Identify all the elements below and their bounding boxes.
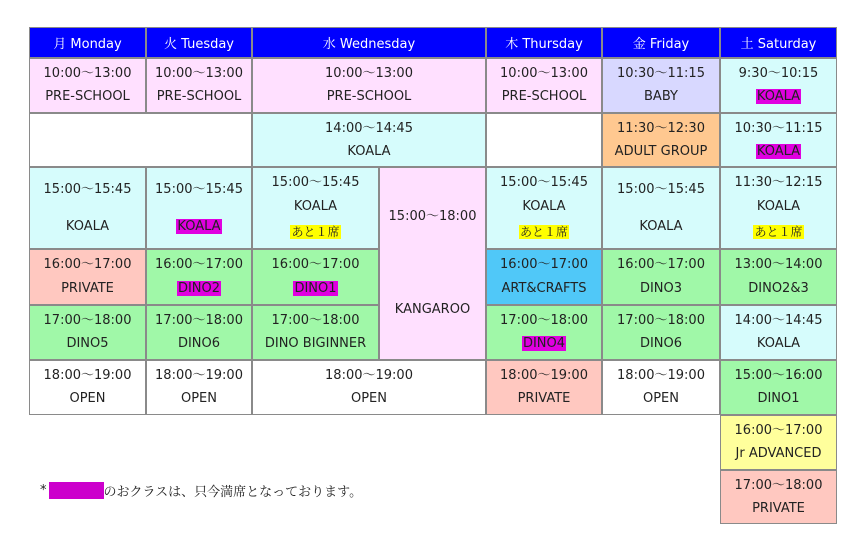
class-time: 15:00〜15:45 — [155, 181, 243, 197]
class-name-line — [736, 446, 822, 462]
class-cell-wed-1400 — [252, 113, 486, 167]
note-asterisk: * — [40, 483, 47, 498]
day-header-1: 火 Tuesday — [146, 27, 252, 58]
class-name-line — [157, 89, 242, 105]
class-time: 15:00〜15:45 — [617, 181, 705, 197]
class-cell-sat-1600 — [720, 415, 837, 470]
class-name: PRIVATE — [752, 500, 805, 516]
class-name-line — [294, 199, 337, 215]
class-name-line — [265, 336, 366, 352]
class-name-line — [61, 281, 114, 297]
class-name: KOALA — [65, 218, 110, 234]
class-name: OPEN — [350, 391, 387, 407]
class-name-full — [293, 281, 337, 297]
class-cell-sat-1400 — [720, 305, 837, 360]
class-name: PRIVATE — [61, 281, 114, 296]
class-time: 15:00〜15:45 — [500, 175, 588, 191]
class-cell-sat-1130 — [720, 167, 837, 249]
class-time: 17:00〜18:00 — [271, 312, 360, 328]
class-name-line — [640, 281, 682, 297]
class-name: DINO6 — [639, 336, 683, 352]
class-time: 16:00〜17:00 — [43, 257, 132, 272]
class-name: DINO2 — [177, 281, 221, 296]
class-name-line — [66, 336, 108, 352]
class-cell-wed-1800 — [252, 360, 486, 415]
class-name: OPEN — [642, 391, 679, 407]
class-name-line — [757, 336, 800, 352]
class-cell-thu-blank — [486, 113, 602, 167]
class-cell-sat-1030 — [720, 113, 837, 167]
class-cell-thu-1700 — [486, 305, 602, 360]
class-time: 13:00〜14:00 — [734, 257, 823, 272]
class-name-full — [756, 144, 801, 160]
class-time: 17:00〜18:00 — [617, 312, 705, 328]
class-name-line — [640, 336, 682, 352]
class-name: KOALA — [293, 199, 338, 215]
class-cell-fri-1600 — [602, 249, 720, 305]
class-cell-mon-1600 — [29, 249, 146, 305]
class-cell-thu-1800 — [486, 360, 602, 415]
class-time: 15:00〜15:45 — [271, 175, 360, 191]
class-time: 15:00〜18:00 — [388, 209, 477, 225]
class-name-line — [643, 391, 679, 407]
class-name-line — [522, 199, 565, 215]
class-name-line — [395, 302, 470, 318]
seat-left-badge: あと１席 — [754, 224, 803, 239]
class-name: KOALA — [756, 89, 801, 105]
class-time: 10:30〜11:15 — [617, 65, 705, 81]
class-time: 18:00〜19:00 — [617, 367, 705, 383]
note-text: のおクラスは、只今満席となっております。 — [103, 485, 363, 500]
class-name: DINO1 — [757, 391, 800, 407]
class-name: OPEN — [180, 391, 217, 407]
class-time: 18:00〜19:00 — [155, 367, 243, 383]
class-name-line — [66, 219, 109, 235]
class-name-line — [757, 199, 800, 215]
class-cell-fri-1800 — [602, 360, 720, 415]
class-time: 18:00〜19:00 — [43, 367, 132, 383]
class-name: PRE-SCHOOL — [326, 89, 412, 105]
class-cell-wed-1500 — [252, 167, 379, 249]
class-cell-wed-1700 — [252, 305, 379, 360]
class-name: DINO BIGINNER — [264, 336, 367, 352]
seat-left-badge: あと１席 — [519, 224, 568, 239]
full-class-color-swatch — [49, 482, 104, 499]
class-cell-sat-1500 — [720, 360, 837, 415]
class-time: 18:00〜19:00 — [325, 367, 413, 383]
class-name-full — [756, 89, 801, 105]
class-time: 14:00〜14:45 — [734, 312, 823, 328]
class-time: 17:00〜18:00 — [500, 312, 588, 328]
day-header-0: 月 Monday — [29, 27, 146, 58]
class-name-full — [176, 219, 221, 235]
seat-left-line — [519, 224, 569, 241]
class-time: 11:30〜12:15 — [734, 175, 823, 191]
class-name: Jr ADVANCED — [735, 446, 822, 462]
class-time: 16:00〜17:00 — [734, 422, 823, 438]
class-name: DINO6 — [177, 336, 221, 352]
class-time: 11:30〜12:30 — [617, 120, 705, 136]
class-cell-wed-kangaroo — [379, 167, 486, 360]
class-cell-thu-1000 — [486, 58, 602, 113]
class-name: DINO4 — [522, 336, 566, 352]
class-name-line — [748, 281, 808, 297]
class-name: PRE-SCHOOL — [45, 89, 130, 105]
class-name: KOALA — [522, 199, 566, 215]
class-cell-tue-1700 — [146, 305, 252, 360]
full-class-note — [40, 481, 362, 500]
class-name-line — [752, 501, 805, 517]
class-name: PRIVATE — [517, 391, 571, 407]
class-name-line — [347, 144, 390, 160]
class-time: 15:00〜15:45 — [43, 181, 132, 197]
class-time: 17:00〜18:00 — [155, 312, 243, 328]
class-time: 16:00〜17:00 — [271, 257, 360, 272]
class-name: KOALA — [177, 218, 221, 234]
seat-left-line — [753, 224, 803, 241]
class-time: 14:00〜14:45 — [325, 120, 413, 136]
class-name: KOALA — [756, 199, 801, 215]
day-header-4: 金 Friday — [602, 27, 720, 58]
class-name: KANGAROO — [394, 301, 471, 317]
class-name-line — [502, 89, 587, 105]
class-cell-montue-blank — [29, 113, 252, 167]
class-name: KOALA — [756, 336, 801, 352]
class-name: DINO5 — [66, 336, 109, 352]
class-cell-mon-1500 — [29, 167, 146, 249]
class-name: BABY — [644, 89, 678, 105]
class-name-line — [644, 89, 678, 105]
schedule-table — [29, 27, 837, 524]
class-name-line — [351, 391, 387, 407]
class-cell-thu-1600 — [486, 249, 602, 305]
day-header-3: 木 Thursday — [486, 27, 602, 58]
class-time: 9:30〜10:15 — [738, 65, 819, 81]
class-cell-sat-0930 — [720, 58, 837, 113]
seat-left-badge: あと１席 — [291, 224, 340, 239]
class-time: 10:00〜13:00 — [500, 65, 588, 81]
day-header-5: 土 Saturday — [720, 27, 837, 58]
class-cell-tue-1800 — [146, 360, 252, 415]
class-name: PRE-SCHOOL — [156, 89, 242, 105]
class-name: ART&CRAFTS — [501, 281, 587, 296]
class-name-line — [518, 391, 571, 407]
class-name-line — [45, 89, 130, 105]
day-header-2: 水 Wednesday — [252, 27, 486, 58]
class-time: 10:30〜11:15 — [734, 120, 823, 136]
class-cell-mon-1000 — [29, 58, 146, 113]
class-name: ADULT GROUP — [614, 143, 708, 159]
class-cell-fri-1500 — [602, 167, 720, 249]
class-name: PRE-SCHOOL — [501, 89, 587, 105]
class-time: 16:00〜17:00 — [617, 257, 705, 272]
class-name-line — [639, 219, 682, 235]
class-name: DINO1 — [294, 281, 337, 296]
class-cell-sat-1300 — [720, 249, 837, 305]
class-name-line — [502, 281, 587, 297]
class-name-line — [757, 391, 799, 407]
class-name-line — [178, 336, 220, 352]
class-name: KOALA — [347, 143, 391, 159]
class-time: 16:00〜17:00 — [500, 257, 588, 272]
class-name-full — [177, 281, 221, 297]
class-cell-wed-1600 — [252, 249, 379, 305]
class-time: 16:00〜17:00 — [155, 257, 243, 272]
class-cell-sat-1700 — [720, 470, 837, 524]
class-name-line — [181, 391, 217, 407]
class-time: 15:00〜16:00 — [734, 367, 823, 383]
seat-left-line — [290, 224, 340, 241]
class-cell-tue-1600 — [146, 249, 252, 305]
class-cell-tue-1000 — [146, 58, 252, 113]
class-cell-tue-1500 — [146, 167, 252, 249]
class-name: OPEN — [69, 391, 106, 407]
class-time: 10:00〜13:00 — [325, 65, 413, 81]
class-cell-thu-1500 — [486, 167, 602, 249]
class-cell-fri-1030 — [602, 58, 720, 113]
class-name: DINO2&3 — [748, 281, 809, 296]
class-time: 17:00〜18:00 — [43, 312, 132, 328]
class-time: 10:00〜13:00 — [43, 65, 132, 81]
class-cell-mon-1700 — [29, 305, 146, 360]
class-cell-mon-1800 — [29, 360, 146, 415]
class-name-line — [327, 89, 412, 105]
class-name-line — [69, 391, 105, 407]
class-time: 18:00〜19:00 — [500, 367, 588, 383]
class-time: 10:00〜13:00 — [155, 65, 243, 81]
class-name: KOALA — [639, 218, 683, 234]
class-cell-wed-1000 — [252, 58, 486, 113]
class-name-full — [522, 336, 566, 352]
class-name-line — [615, 144, 708, 160]
class-name: KOALA — [756, 143, 801, 159]
class-time: 17:00〜18:00 — [734, 477, 823, 493]
class-cell-fri-1130 — [602, 113, 720, 167]
class-cell-fri-1700 — [602, 305, 720, 360]
class-name: DINO3 — [639, 281, 683, 296]
